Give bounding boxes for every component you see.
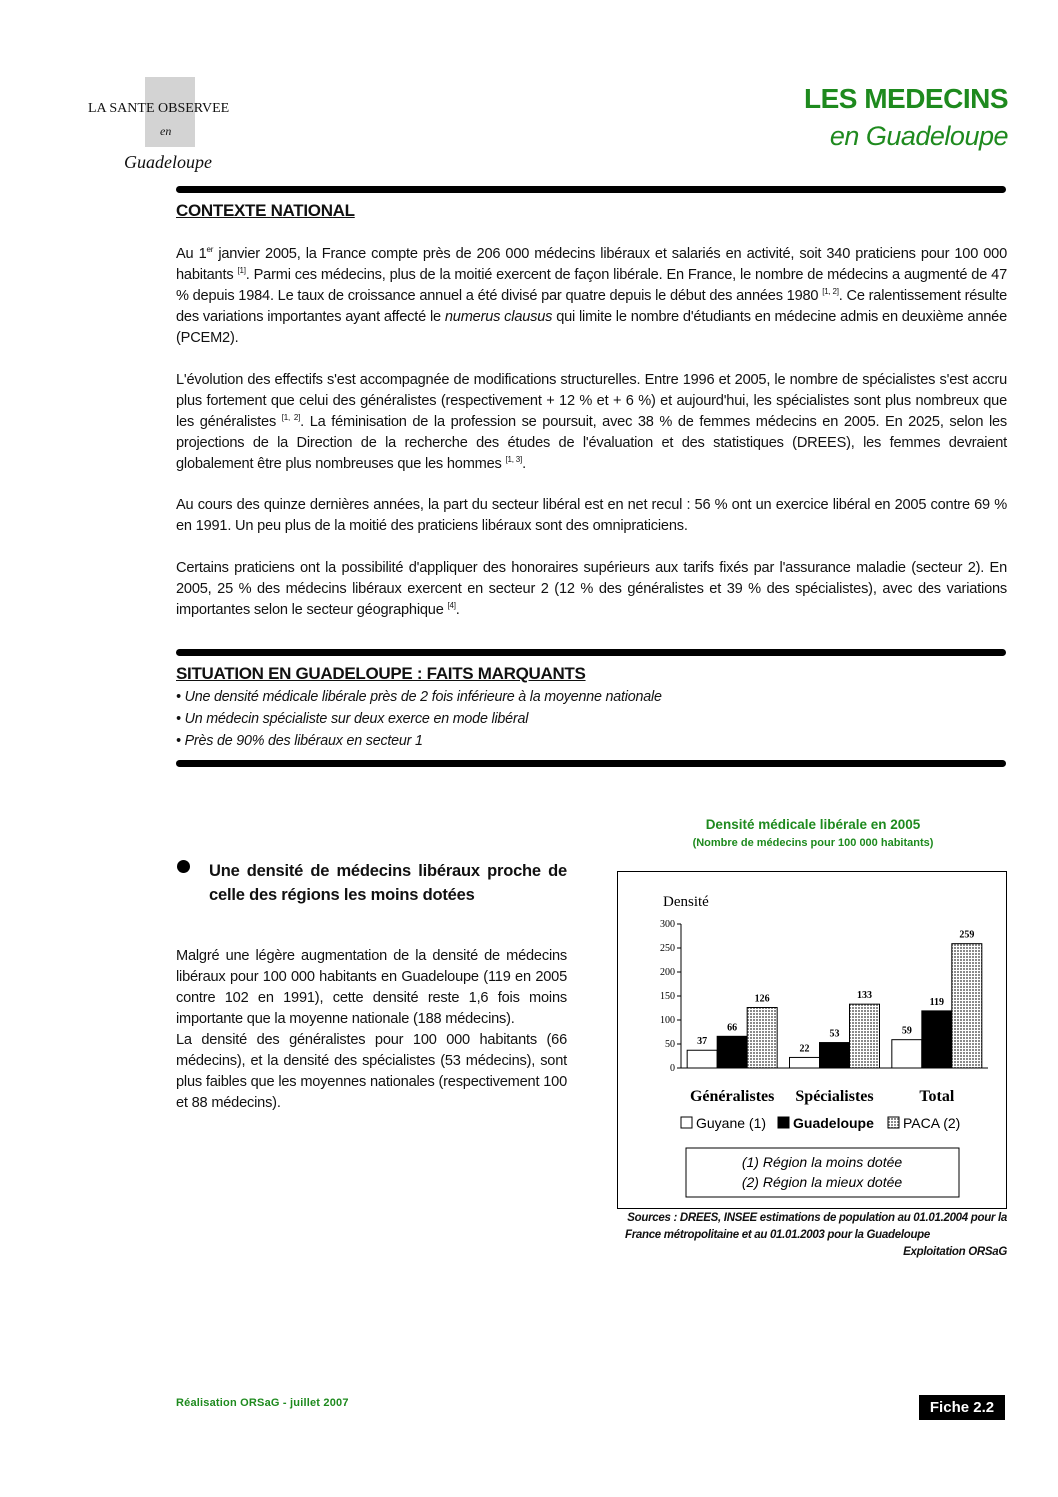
page-title: LES MEDECINS [803,83,1008,114]
chart-bar [687,1050,717,1068]
chart-note-2: (2) Région la mieux dotée [741,1174,903,1190]
logo-line-1: LA SANTE OBSERVEE [88,101,230,116]
chart-data-label: 133 [857,990,872,1002]
text-run: . Parmi ces médecins, plus de la moitié exercent de façon libérale. En France, le nombre de médecins a augmenté de 47 % depuis 1984. Le taux de croissance annuel a été divisé par quatre depuis le début des années 1980 [176,267,1007,304]
divider-situation [176,760,1006,767]
chart-y-tick-label: 150 [660,991,675,1002]
situation-heading: SITUATION EN GUADELOUPE : FAITS MARQUANTS [176,664,586,683]
chart-legend-swatch [778,1117,789,1128]
chart-category-label: Généralistes [689,1088,775,1105]
text-run: . Ce ralentissement résulte des variations importantes ayant affecté le [176,288,1007,325]
sources-line-3: Exploitation ORSaG [903,1246,1007,1258]
chart-bar [850,1004,880,1068]
contexte-paragraph-4 [176,558,1007,621]
chart-data-label: 37 [697,1036,708,1048]
text-run: janvier 2005, la France compte près de 206 000 médecins libéraux et salariés en activité, soit 340 praticiens pour 100 000 habitants [176,246,1007,283]
contexte-heading: CONTEXTE NATIONAL [176,201,355,220]
situation-bullet-2: • Un médecin spécialiste sur deux exerce en mode libéral [176,711,529,727]
section-bullet-dot [177,860,190,873]
chart-data-label: 126 [754,993,770,1005]
chart-note-1: (1) Région la moins dotée [741,1154,903,1170]
chart-bar [922,1011,952,1068]
chart-subtitle: (Nombre de médecins pour 100 000 habitants) [692,837,934,849]
text-run: . [455,602,460,618]
section-1-body [176,946,567,1114]
section-1-title: Une densité de médecins libéraux proche de celle des régions les moins dotées [209,862,567,904]
chart-legend-label: Guadeloupe [793,1115,874,1131]
logo-line-3: Guadeloupe [124,152,212,172]
chart-data-label: 22 [799,1043,810,1055]
chart-y-tick-label: 50 [665,1039,675,1050]
situation-bullet-3: • Près de 90% des libéraux en secteur 1 [176,733,423,749]
chart-data-label: 119 [929,996,945,1008]
chart-category-label: Total [919,1088,955,1105]
reference-marker: [1] [237,266,246,276]
chart-data-label: 59 [901,1025,912,1037]
text-run: Au 1 [176,246,207,262]
chart-bar [892,1040,922,1068]
sources-line-1: Sources : DREES, INSEE estimations de population au 01.01.2004 pour la [627,1212,1007,1224]
divider-middle [176,649,1006,656]
chart-bar [820,1043,850,1068]
chart-bar [717,1036,747,1068]
chart-y-tick-label: 250 [660,943,675,954]
text-run: L'évolution des effectifs s'est accompagnée de modifications structurelles. Entre 1996 et 2005, le nombre de spécialistes s'est accru plus fortement que celui des généralistes (respectivement + 12 % et + 6 %) et aujourd'hui, les spécialistes sont plus nombreux que les généralistes [176,372,1007,430]
superscript: er [206,245,214,255]
reference-marker: [4] [447,601,456,611]
chart-y-tick-label: 0 [670,1063,675,1074]
footer-credit: Réalisation ORSaG - juillet 2007 [176,1397,349,1409]
text-run: qui limite le nombre d'étudiants en médecine admis en deuxième année (PCEM2). [176,309,1007,346]
contexte-paragraph-1 [176,244,1007,349]
chart-frame [617,871,1007,1209]
text-run: . [522,456,526,472]
text-run: Certains praticiens ont la possibilité d'appliquer des honoraires supérieurs aux tarifs fixés par l'assurance maladie (secteur 2). En 2005, 25 % des médecins libéraux exercent en secteur 2 (12 % des généralistes et 39 % des spécialistes), avec des variations importantes selon le secteur géographique [176,560,1007,618]
chart-bar [952,944,982,1068]
chart-y-axis-label: Densité [663,894,709,910]
section-1-body-paragraph-1: Malgré une légère augmentation de la densité de médecins libéraux pour 100 000 habitants en Guadeloupe (119 en 2005 contre 102 en 1991), cette densité reste 1,6 fois moins importante que la moyenne nationale (188 médecins). [176,948,567,1027]
chart-title: Densité médicale libérale en 2005 [705,817,921,832]
chart-y-tick-label: 300 [660,919,675,930]
reference-marker: [1, 2] [822,287,839,297]
chart-legend-swatch [888,1117,899,1128]
chart-svg [618,872,1006,1208]
contexte-paragraph-2 [176,370,1007,475]
chart-legend-label: PACA (2) [903,1115,961,1131]
section-1-body-paragraph-2: La densité des généralistes pour 100 000 habitants (66 médecins), et la densité des spécialistes (53 médecins), sont plus faibles que les moyennes nationales (respectivement 100 et 88 médecins). [176,1032,567,1111]
chart-data-label: 259 [959,929,975,941]
chart-legend [681,1115,960,1131]
section-situation [176,664,586,684]
chart-category-label: Spécialistes [795,1088,874,1105]
chart-bar [790,1057,820,1068]
chart-legend-swatch [681,1117,692,1128]
chart-y-tick-label: 100 [660,1015,675,1026]
italic-term: numerus clausus [444,309,553,325]
contexte-paragraph-3: Au cours des quinze dernières années, la part du secteur libéral est en net recul : 56 % ont un exercice libéral en 2005 contre 69 % en 1991. Un peu plus de la moitié des praticiens libéraux sont des omnipraticiens. [176,497,1007,534]
chart-legend-label: Guyane (1) [696,1115,767,1131]
chart-data-label: 53 [829,1028,840,1040]
reference-marker: [1, 3] [505,455,523,465]
situation-bullet-1: • Une densité médicale libérale près de 2 fois inférieure à la moyenne nationale [176,689,662,705]
divider-top [176,186,1006,193]
reference-marker: [1, 2] [281,413,301,423]
logo-line-2: en [160,124,172,138]
text-run: . La féminisation de la profession se poursuit, avec 38 % de femmes médecins en 2005. En 2025, selon les projections de la Direction de la recherche des études de l'évaluation et des statistiques (DREES), les femmes devraient globalement être plus nombreuses que les hommes [176,414,1008,472]
chart-bar [747,1008,777,1068]
chart-data-label: 66 [727,1022,738,1034]
fiche-badge: Fiche 2.2 [919,1395,1005,1420]
chart-y-tick-label: 200 [660,967,675,978]
page-subtitle: en Guadeloupe [829,121,1008,151]
sources-line-2: France métropolitaine et au 01.01.2003 pour la Guadeloupe [624,1229,930,1241]
chart-bars [687,930,982,1068]
section-contexte [176,201,355,221]
